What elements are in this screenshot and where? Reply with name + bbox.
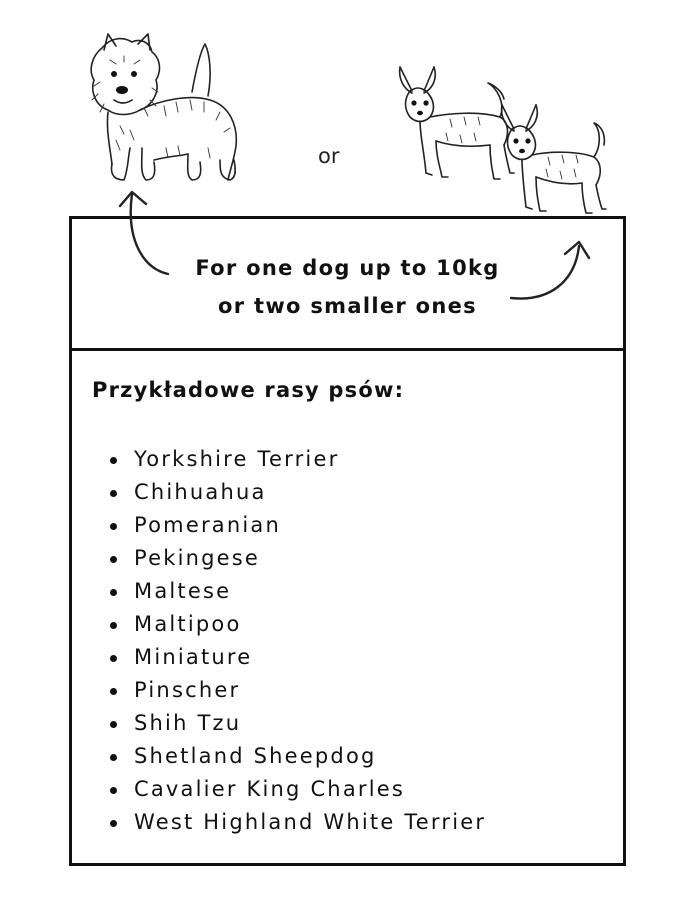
list-item: Pomeranian [106,509,486,542]
list-item: Cavalier King Charles [106,773,486,806]
list-item: Miniature [106,641,486,674]
list-item: Shetland Sheepdog [106,740,486,773]
list-item: West Highland White Terrier [106,806,486,839]
breed-list [106,443,486,839]
list-item: Pekingese [106,542,486,575]
list-item: Maltese [106,575,486,608]
header-line-2: or two smaller ones [218,294,477,318]
list-item: Chihuahua [106,476,486,509]
list-item: Shih Tzu [106,707,486,740]
list-item: Yorkshire Terrier [106,443,486,476]
list-item: Pinscher [106,674,486,707]
curved-arrow-icon [118,178,188,278]
curved-arrow-icon [505,232,595,304]
westie-dog-icon [80,30,250,190]
list-item: Maltipoo [106,608,486,641]
header-line-1: For one dog up to 10kg [195,256,500,280]
or-label: or [318,144,340,168]
two-chihuahuas-icon [390,55,615,220]
breeds-title: Przykładowe rasy psów: [92,378,405,402]
